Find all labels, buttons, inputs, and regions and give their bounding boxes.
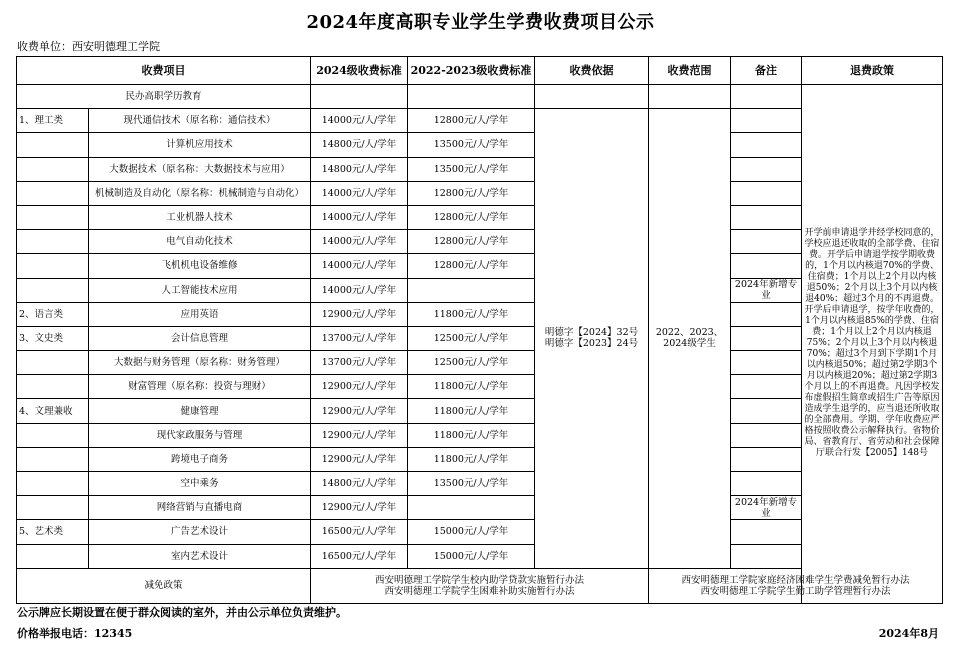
- std-2024: 14800元/人/学年: [311, 472, 408, 496]
- remark: 2024年新增专业: [731, 496, 802, 520]
- std-2022-2023: 11800元/人/学年: [408, 302, 535, 326]
- major-name: 健康管理: [89, 399, 311, 423]
- std-2024: 12900元/人/学年: [311, 302, 408, 326]
- std-2024: 14800元/人/学年: [311, 157, 408, 181]
- header-basis: 收费依据: [535, 57, 649, 85]
- std-2022-2023: 12800元/人/学年: [408, 230, 535, 254]
- reduction-label: 减免政策: [17, 568, 311, 603]
- major-name: 室内艺术设计: [89, 544, 311, 568]
- std-2022-2023: 13500元/人/学年: [408, 133, 535, 157]
- fee-basis: [535, 109, 649, 569]
- std-2022-2023: 12800元/人/学年: [408, 254, 535, 278]
- std-2024: 12900元/人/学年: [311, 375, 408, 399]
- category-label: 2、语言类: [17, 302, 89, 326]
- scope-line: 2024级学生: [663, 338, 716, 350]
- std-2024: 12900元/人/学年: [311, 496, 408, 520]
- header-item: 收费项目: [17, 57, 311, 85]
- std-2022-2023: 12800元/人/学年: [408, 181, 535, 205]
- std-2022-2023: 12500元/人/学年: [408, 351, 535, 375]
- std-2024: 14000元/人/学年: [311, 109, 408, 133]
- remark: [731, 375, 802, 399]
- remark: [731, 133, 802, 157]
- header-refund: 退费政策: [802, 57, 943, 85]
- std-2022-2023: 15000元/人/学年: [408, 520, 535, 544]
- remark: [731, 254, 802, 278]
- scope-line: 2022、2023、: [655, 327, 724, 339]
- major-name: 机械制造及自动化（原名称：机械制造与自动化）: [89, 181, 311, 205]
- remark: [731, 447, 802, 471]
- std-2024: 13700元/人/学年: [311, 326, 408, 350]
- std-2022-2023: 12500元/人/学年: [408, 326, 535, 350]
- basis-doc: 明德字【2024】32号: [544, 327, 639, 339]
- major-name: 飞机机电设备维修: [89, 254, 311, 278]
- std-2022-2023: 11800元/人/学年: [408, 423, 535, 447]
- reduction-policy: 西安明德理工学院学生校内助学贷款实施暂行办法: [374, 574, 584, 586]
- header-remark: 备注: [731, 57, 802, 85]
- major-name: 应用英语: [89, 302, 311, 326]
- category-label: 4、文理兼收: [17, 399, 89, 423]
- basis-doc: 明德字【2023】24号: [544, 338, 639, 350]
- header-std-2024: 2024级收费标准: [311, 57, 408, 85]
- major-name: 财富管理（原名称：投资与理财）: [89, 375, 311, 399]
- fee-table: [16, 56, 943, 604]
- remark: [731, 326, 802, 350]
- std-2022-2023: 11800元/人/学年: [408, 399, 535, 423]
- std-2024: 14000元/人/学年: [311, 181, 408, 205]
- std-2024: 16500元/人/学年: [311, 520, 408, 544]
- header-std-2022-2023: 2022-2023级收费标准: [408, 57, 535, 85]
- remark: [731, 205, 802, 229]
- remark: [731, 472, 802, 496]
- fee-scope: [649, 109, 731, 569]
- page-title: 2024年度高职专业学生学费收费项目公示: [306, 12, 655, 33]
- header-scope: 收费范围: [649, 57, 731, 85]
- remark: [731, 520, 802, 544]
- std-2024: 16500元/人/学年: [311, 544, 408, 568]
- remark: [731, 181, 802, 205]
- reduction-policy: 西安明德理工学院学生困难补助实施暂行办法: [384, 585, 575, 597]
- reduction-policies-right: [649, 568, 943, 603]
- std-2024: 14000元/人/学年: [311, 278, 408, 302]
- major-name: 空中乘务: [89, 472, 311, 496]
- std-2024: 14000元/人/学年: [311, 230, 408, 254]
- remark: [731, 230, 802, 254]
- major-name: 电气自动化技术: [89, 230, 311, 254]
- remark: [731, 399, 802, 423]
- table-row: [17, 85, 943, 109]
- std-2024: 13700元/人/学年: [311, 351, 408, 375]
- major-name: 广告艺术设计: [89, 520, 311, 544]
- reduction-policies-left: [311, 568, 649, 603]
- major-name: 现代通信技术（原名称：通信技术）: [89, 109, 311, 133]
- fee-unit-label: 收费单位：西安明德理工学院: [17, 40, 160, 53]
- std-2024: 14000元/人/学年: [311, 205, 408, 229]
- std-2024: 12900元/人/学年: [311, 399, 408, 423]
- major-name: 网络营销与直播电商: [89, 496, 311, 520]
- education-type: 民办高职学历教育: [17, 85, 311, 109]
- std-2024: 14000元/人/学年: [311, 254, 408, 278]
- remark: [731, 157, 802, 181]
- std-2022-2023: [408, 278, 535, 302]
- major-name: 工业机器人技术: [89, 205, 311, 229]
- major-name: 计算机应用技术: [89, 133, 311, 157]
- std-2024: 12900元/人/学年: [311, 447, 408, 471]
- remark: 2024年新增专业: [731, 278, 802, 302]
- category-label: 5、艺术类: [17, 520, 89, 544]
- remark: [731, 544, 802, 568]
- reduction-policy: 西安明德理工学院家庭经济困难学生学费减免暂行办法: [681, 574, 910, 586]
- std-2022-2023: 12800元/人/学年: [408, 205, 535, 229]
- major-name: 会计信息管理: [89, 326, 311, 350]
- header-row: [17, 57, 943, 85]
- std-2022-2023: 12800元/人/学年: [408, 109, 535, 133]
- major-name: 现代家政服务与管理: [89, 423, 311, 447]
- refund-policy: 开学前申请退学并经学校同意的，学校应退还收取的全部学费、住宿费。开学后申请退学按学期收费的，1个月以内核退70%的学费、住宿费；1个月以上2个月以内核退50%；2个月以上3个月以内核退40%；超过3个月的不再退费。开学后申请退学，按学年收费的，1个月以内核退85%的学费、住宿费；1个月以上2个月以内核退75%；2个月以上3个月以内核退70%；超过3个月到下学期1个月以内核退50%；超过第2学期3个月以内核退20%；超过第2学期3个月以上的不再退费。凡因学校发布虚假招生简章或招生广告等原因造成学生退学的，应当退还所收取的全部费用。学期、学年收费应严格按照收费公示解释执行。省物价局、省教育厅、省劳动和社会保障厅联合行发【2005】148号: [802, 85, 943, 604]
- std-2024: 14800元/人/学年: [311, 133, 408, 157]
- major-name: 跨境电子商务: [89, 447, 311, 471]
- reduction-row: [17, 568, 943, 603]
- category-label: 3、文史类: [17, 326, 89, 350]
- std-2022-2023: 13500元/人/学年: [408, 472, 535, 496]
- remark: [731, 302, 802, 326]
- major-name: 大数据技术（原名称：大数据技术与应用）: [89, 157, 311, 181]
- reduction-policy: 西安明德理工学院学生勤工助学管理暂行办法: [700, 585, 891, 597]
- std-2022-2023: [408, 496, 535, 520]
- price-hotline: 价格举报电话：12345: [17, 627, 133, 640]
- category-label: 1、理工类: [17, 109, 89, 133]
- remark: [731, 351, 802, 375]
- std-2022-2023: 15000元/人/学年: [408, 544, 535, 568]
- remark: [731, 423, 802, 447]
- major-name: 人工智能技术应用: [89, 278, 311, 302]
- std-2024: 12900元/人/学年: [311, 423, 408, 447]
- std-2022-2023: 11800元/人/学年: [408, 375, 535, 399]
- std-2022-2023: 11800元/人/学年: [408, 447, 535, 471]
- std-2022-2023: 13500元/人/学年: [408, 157, 535, 181]
- major-name: 大数据与财务管理（原名称：财务管理）: [89, 351, 311, 375]
- publish-date: 2024年8月: [878, 627, 939, 640]
- footer-notice: 公示牌应长期设置在便于群众阅读的室外，并由公示单位负责维护。: [17, 606, 347, 619]
- remark: [731, 109, 802, 133]
